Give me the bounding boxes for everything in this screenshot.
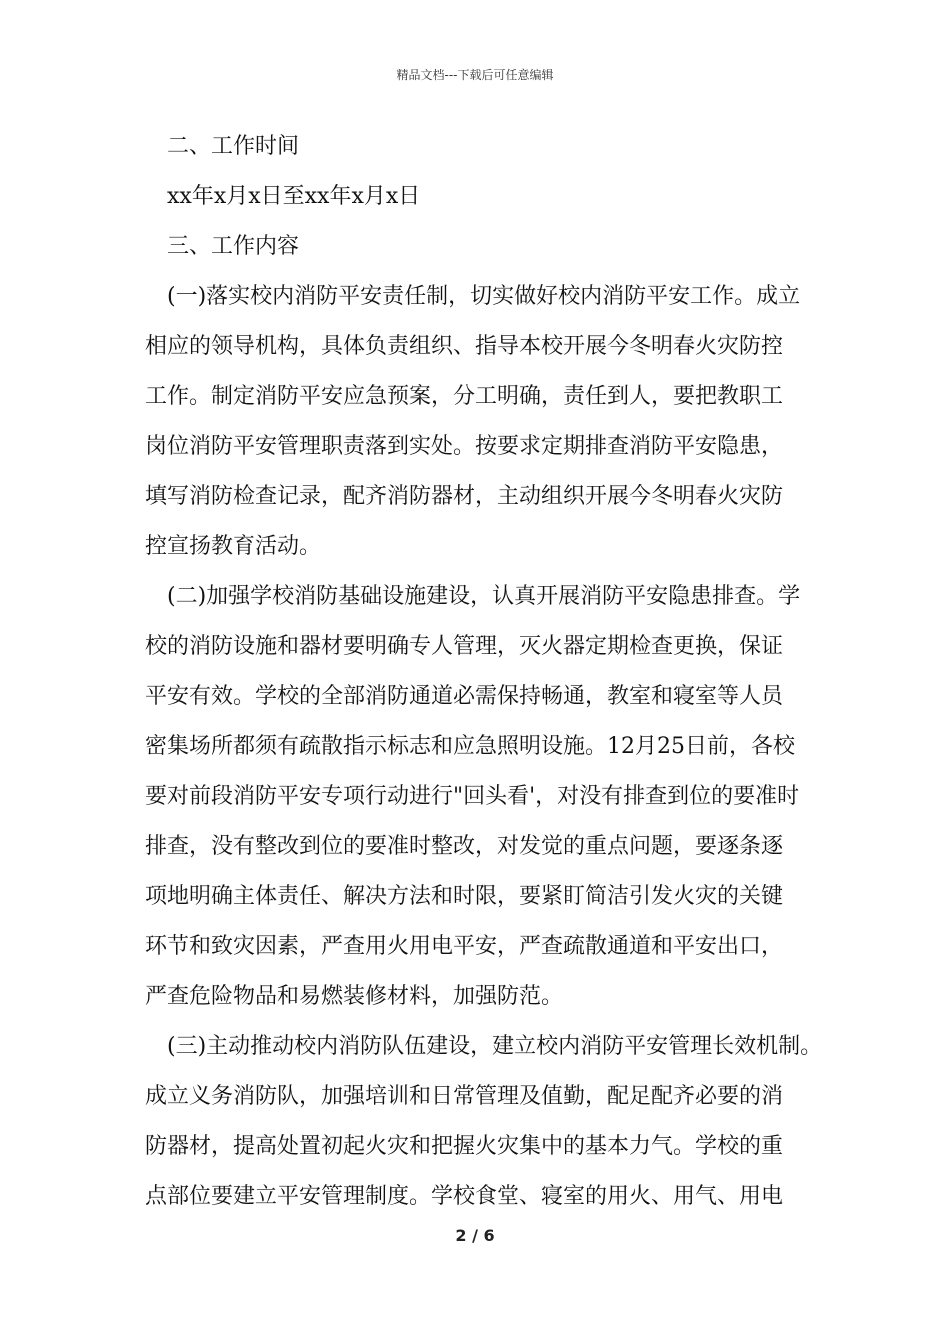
paragraph-line: 填写消防检查记录，配齐消防器材，主动组织开展今冬明春火灾防 bbox=[145, 484, 784, 509]
paragraph-line: 严查危险物品和易燃装修材料，加强防范。 bbox=[145, 984, 564, 1009]
paragraph-line: (二)加强学校消防基础设施建设，认真开展消防平安隐患排查。学 bbox=[167, 584, 801, 609]
document-body bbox=[145, 128, 823, 1228]
paragraph-line: 点部位要建立平安管理制度。学校食堂、寝室的用火、用气、用电 bbox=[145, 1184, 784, 1209]
document-header: 精品文档---下载后可任意编辑 bbox=[396, 68, 554, 82]
paragraph-line: (一)落实校内消防平安责任制，切实做好校内消防平安工作。成立 bbox=[167, 284, 801, 309]
paragraph-line: 防器材，提高处置初起火灾和把握火灾集中的基本力气。学校的重 bbox=[145, 1134, 784, 1159]
paragraph-line: 岗位消防平安管理职责落到实处。按要求定期排查消防平安隐患， bbox=[145, 434, 784, 459]
paragraph-line: 环节和致灾因素，严查用火用电平安，严查疏散通道和平安出口， bbox=[145, 934, 784, 959]
paragraph-line: 项地明确主体责任、解决方法和时限，要紧盯简洁引发火灾的关键 bbox=[145, 884, 784, 909]
work-time-range: xx年x月x日至xx年x月x日 bbox=[167, 184, 421, 209]
paragraph-line: 校的消防设施和器材要明确专人管理，灭火器定期检查更换，保证 bbox=[145, 634, 784, 659]
paragraph-line: 密集场所都须有疏散指示标志和应急照明设施。12月25日前，各校 bbox=[145, 734, 795, 759]
paragraph-line: 排查，没有整改到位的要准时整改，对发觉的重点问题，要逐条逐 bbox=[145, 834, 784, 859]
paragraph-line: (三)主动推动校内消防队伍建设，建立校内消防平安管理长效机制。 bbox=[167, 1034, 823, 1059]
section-heading-work-time: 二、工作时间 bbox=[167, 134, 300, 159]
paragraph-line: 平安有效。学校的全部消防通道必需保持畅通，教室和寝室等人员 bbox=[145, 684, 784, 709]
paragraph-line: 相应的领导机构，具体负责组织、指导本校开展今冬明春火灾防控 bbox=[145, 334, 784, 359]
section-heading-work-content: 三、工作内容 bbox=[167, 234, 300, 259]
paragraph-line: 工作。制定消防平安应急预案，分工明确，责任到人，要把教职工 bbox=[145, 384, 784, 409]
paragraph-line: 控宣扬教育活动。 bbox=[145, 534, 322, 559]
paragraph-line: 成立义务消防队，加强培训和日常管理及值勤，配足配齐必要的消 bbox=[145, 1084, 784, 1109]
paragraph-line: 要对前段消防平安专项行动进行"回头看'，对没有排查到位的要准时 bbox=[145, 784, 800, 809]
page-number: 2 / 6 bbox=[455, 1226, 495, 1245]
